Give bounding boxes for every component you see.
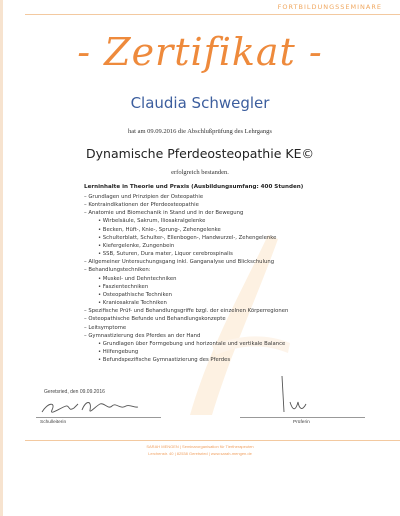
right-signature-label: Prüferin (293, 420, 310, 425)
contents-item: – Gymnastizierung des Pferdes an der Hand (84, 332, 201, 339)
contents-item: • Muskel- und Dehntechniken (98, 275, 177, 282)
header-label: FORTBILDUNGSSEMINARE (277, 3, 382, 11)
footer-line-1: SARAH MENGEN | Seminarorganisation für Tiertherapeuten (146, 444, 254, 449)
recipient-name: Claudia Schwegler (130, 94, 270, 112)
contents-item: • Kiefergelenke, Zungenbein (98, 242, 175, 249)
contents-item: – Behandlungstechniken: (84, 267, 151, 274)
contents-item: • Faszientechniken (98, 283, 149, 290)
contents-item: – Anatomie und Biomechanik in Stand und in der Bewegung (84, 210, 244, 217)
left-signature (38, 396, 158, 418)
contents-item: – Allgemeiner Untersuchungsgang inkl. Ganganalyse und Blickschulung (84, 259, 275, 266)
right-signature-line (240, 417, 365, 418)
passed-line: erfolgreich bestanden. (171, 169, 229, 176)
left-signature-line (36, 417, 161, 418)
contents-item: • Hilfengebung (98, 348, 139, 355)
left-border-stripe (0, 0, 3, 516)
footer-rule (25, 440, 400, 441)
contents-item: – Leitsymptome (84, 324, 127, 331)
exam-line: hat am 09.09.2016 die Abschlußprüfung des Lehrgangs (128, 128, 272, 135)
contents-item: – Grundlagen und Prinzipien der Osteopathie (84, 194, 204, 200)
footer-line-2: Lerchenstr. 40 | 82538 Geretsried | www.sarah-mengen.de (148, 451, 252, 456)
contents-item: • Kraniosakrale Techniken (98, 300, 167, 307)
course-title: Dynamische Pferdeosteopathie KE© (86, 146, 314, 161)
contents-item: • Becken, Hüft-, Knie-, Sprung-, Zehengelenke (98, 226, 221, 233)
header-rule (25, 14, 400, 15)
contents-item: – Kontraindikationen der Pferdeosteopathie (84, 202, 199, 209)
contents-item: • Befundspezifische Gymnastizierung des Pferdes (98, 357, 231, 364)
contents-item: – Spezifische Prüf- und Behandlungsgriffe bzgl. der einzelnen Körperregionen (84, 308, 289, 315)
contents-item: – Osteopathische Befunde und Behandlungskonzepte (84, 316, 226, 323)
right-signature (260, 372, 320, 418)
contents-heading: Lerninhalte in Theorie und Praxis (Ausbildungsumfang: 400 Stunden) (84, 184, 304, 190)
certificate-title: - Zertifikat - (77, 30, 323, 74)
contents-item: • Grundlagen über Formgebung und horizontale und vertikale Balance (98, 340, 286, 347)
contents-list (84, 193, 384, 364)
contents-item: • SSB, Suturen, Dura mater, Liquor cerebrospinalis (98, 251, 233, 258)
contents-item: • Wirbelsäule, Sakrum, Iliosakralgelenke (98, 218, 206, 225)
place-date: Geretsried, den 09.09.2016 (44, 389, 105, 395)
course-contents (84, 184, 384, 364)
left-signature-label: Schulleiterin (40, 420, 67, 425)
contents-item: • Osteopathische Techniken (98, 291, 172, 298)
contents-item: • Schulterblatt, Schulter-, Ellenbogen-, Handwurzel-, Zehengelenke (98, 234, 277, 241)
